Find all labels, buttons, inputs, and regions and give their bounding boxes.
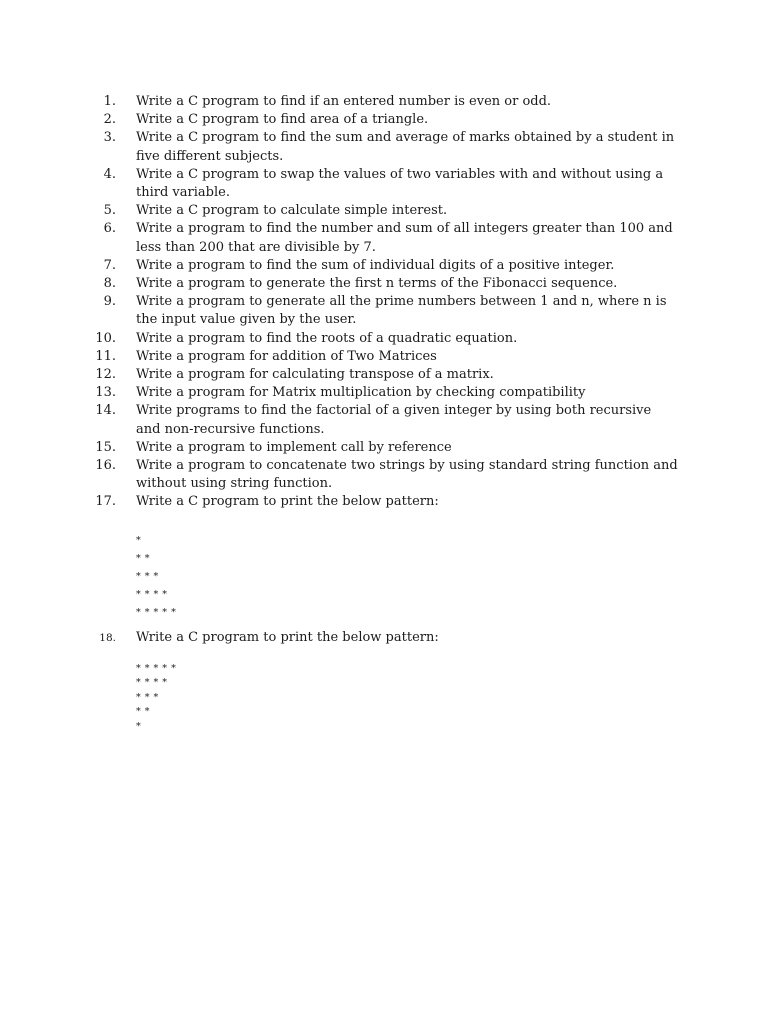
item-number: 6.: [103, 221, 116, 237]
item-number: 5.: [103, 203, 116, 219]
item-number: 17.: [95, 494, 116, 510]
pattern-row: * *: [136, 552, 151, 564]
list-item: [0, 111, 768, 129]
item-number: 7.: [103, 257, 116, 273]
item-text: Write a C program to print the below pattern:: [136, 494, 439, 510]
item-number: 8.: [103, 276, 116, 292]
pattern-row: * * * * *: [136, 662, 177, 674]
item-text: Write a program to concatenate two strings by using standard string function and without using string function.: [136, 458, 678, 492]
pattern-row: * * *: [136, 571, 159, 583]
list-item: [0, 129, 768, 165]
list-item: [0, 493, 768, 511]
list-item: [0, 293, 768, 329]
list-item: [0, 220, 768, 256]
list-item: [0, 93, 768, 111]
item-text: Write a C program to print the below pattern:: [136, 629, 439, 645]
pattern-row: * * * *: [136, 677, 168, 689]
item-number: 10.: [95, 330, 116, 346]
star-pattern-increasing: [136, 532, 768, 623]
item-number: 11.: [95, 348, 116, 364]
item-text: Write a program to generate all the prime numbers between 1 and n, where n is the input value given by the user.: [136, 294, 667, 328]
list-item: [0, 366, 768, 384]
list-item: [0, 257, 768, 275]
item-text: Write a program to generate the first n terms of the Fibonacci sequence.: [136, 276, 618, 292]
list-item: [0, 629, 768, 647]
item-text: Write a program for calculating transpose of a matrix.: [136, 367, 494, 383]
item-number: 2.: [103, 112, 116, 128]
item-text: Write a C program to calculate simple interest.: [136, 203, 448, 219]
item-number: 1.: [103, 94, 116, 109]
list-item: [0, 348, 768, 366]
item-number: 16.: [95, 458, 116, 474]
item-number: 12.: [95, 367, 116, 383]
item-text: Write a C program to find if an entered number is even or odd.: [136, 94, 552, 109]
item-text: Write programs to find the factorial of a given integer by using both recursive and non-recursive functions.: [136, 403, 652, 437]
item-number: 15.: [95, 439, 116, 455]
item-number: 14.: [95, 403, 116, 419]
item-text: Write a program to implement call by reference: [136, 439, 452, 455]
item-text: Write a program to find the sum of individual digits of a positive integer.: [136, 257, 615, 273]
exercise-list: [0, 93, 768, 734]
item-number: 4.: [103, 166, 116, 182]
item-text: Write a program to find the number and sum of all integers greater than 100 and less than 200 that are divisible by 7.: [136, 221, 673, 255]
list-item: [0, 202, 768, 220]
list-item: [0, 275, 768, 293]
list-item: [0, 402, 768, 438]
pattern-row: * *: [136, 706, 151, 718]
star-pattern-decreasing: [136, 662, 768, 735]
list-item: [0, 166, 768, 202]
pattern-row: *: [136, 534, 142, 546]
list-item: [0, 457, 768, 493]
item-text: Write a program for Matrix multiplication by checking compatibility: [136, 385, 586, 401]
item-number: 13.: [95, 385, 116, 401]
list-item: [0, 384, 768, 402]
pattern-row: * * * * *: [136, 607, 177, 619]
list-item: [0, 330, 768, 348]
list-item: [0, 439, 768, 457]
item-text: Write a program to find the roots of a quadratic equation.: [136, 330, 518, 346]
item-text: Write a C program to find area of a triangle.: [136, 112, 429, 128]
item-text: Write a program for addition of Two Matrices: [136, 348, 437, 364]
item-number: 3.: [103, 130, 116, 146]
pattern-row: * * *: [136, 691, 159, 703]
pattern-row: * * * *: [136, 589, 168, 601]
item-text: Write a C program to find the sum and average of marks obtained by a student in five different subjects.: [136, 130, 675, 164]
item-text: Write a C program to swap the values of two variables with and without using a third variable.: [136, 166, 664, 201]
item-number: 18.: [99, 631, 116, 644]
pattern-row: *: [136, 720, 142, 732]
item-number: 9.: [103, 294, 116, 310]
